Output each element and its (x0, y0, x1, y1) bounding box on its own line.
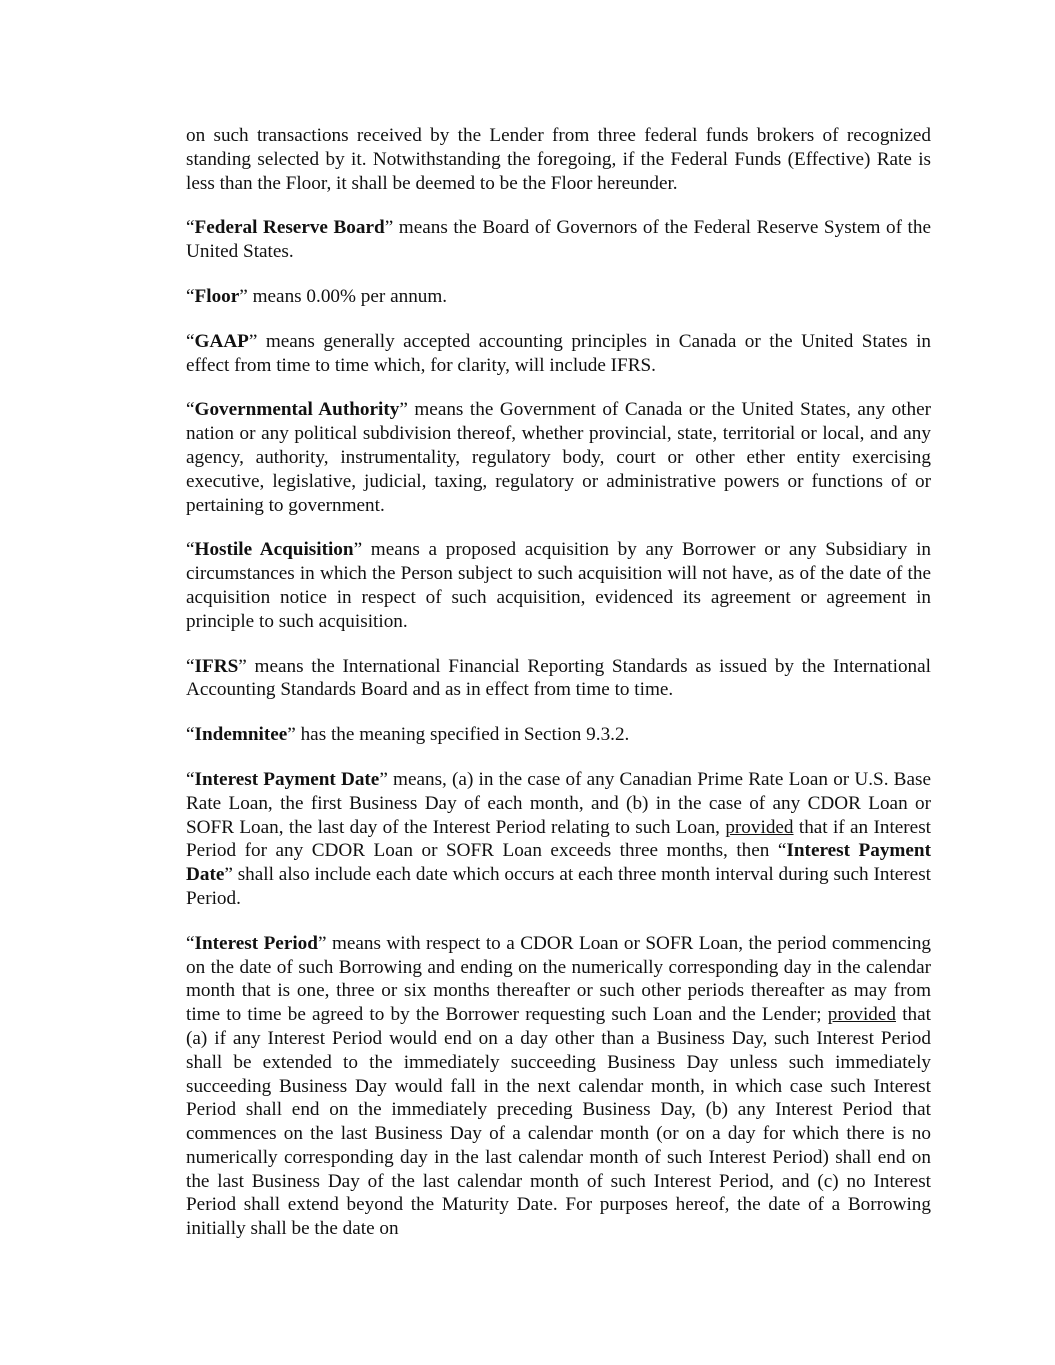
underlined-word: provided (827, 1004, 897, 1026)
defined-term: Interest Period (194, 932, 318, 954)
defined-term: GAAP (194, 330, 249, 352)
text-run: “ (186, 655, 195, 677)
paragraph-ifrs (186, 655, 931, 703)
text-run: “ (186, 724, 195, 746)
defined-term: Hostile Acquisition (194, 539, 354, 561)
paragraph-gaap (186, 330, 931, 378)
text-run: “ (186, 399, 195, 421)
paragraph-indemnitee (186, 723, 931, 747)
text-run: “ (186, 768, 195, 790)
defined-term: Governmental Authority (194, 399, 400, 421)
text-run: ” means with respect to a CDOR Loan or SOFR Loan, the period commencing on the date of such Borrowing and ending on the numerically corresponding day in the calendar month that is one, three or six months thereafter or such other periods thereafter as may from time to time be agreed to by the Borrower requesting such Loan and the Lender; (186, 932, 932, 1026)
text-run: that if an Interest Period for any CDOR Loan or SOFR Loan exceeds three months, then “ (186, 816, 931, 862)
paragraph-fed-funds-continued (186, 124, 931, 195)
text-run: ” means the Government of Canada or the United States, any other nation or any political subdivision thereof, whether provincial, state, territorial or local, and any agency, authority, instrumentality, regulatory body, court or other ether entity exercising executive, legislative, judicial, taxing, regulatory or administrative powers or functions of or pertaining to government. (186, 399, 931, 516)
defined-term: Federal Reserve Board (194, 217, 385, 239)
text-run: on such transactions received by the Lender from three federal funds brokers of recognized standing selected by it. Notwithstanding the foregoing, if the Federal Funds (Effective) Rate is less than the Floor, it shall be deemed to be the Floor hereunder. (186, 125, 931, 194)
text-run: ” means a proposed acquisition by any Borrower or any Subsidiary in circumstances in which the Person subject to such acquisition will not have, as of the date of the acquisition notice in respect of such acquisition, evidenced its agreement or agreement in principle to such acquisition. (186, 539, 931, 632)
defined-term: Floor (194, 285, 240, 307)
text-run: ” means generally accepted accounting principles in Canada or the United States in effect from time to time which, for clarity, will include IFRS. (186, 330, 931, 376)
text-run: “ (186, 330, 195, 352)
text-run: ” means the International Financial Reporting Standards as issued by the International Accounting Standards Board and as in effect from time to time. (186, 655, 931, 701)
text-run: “ (186, 217, 195, 239)
text-run: “ (186, 932, 195, 954)
text-run: ” means, (a) in the case of any Canadian Prime Rate Loan or U.S. Base Rate Loan, the first Business Day of each month, and (b) in the case of any CDOR Loan or SOFR Loan, the last day of the Interest Period relating to such Loan, (186, 768, 931, 838)
paragraph-hostile-acquisition (186, 538, 931, 633)
defined-term: Indemnitee (194, 724, 288, 746)
paragraph-governmental-authority (186, 398, 931, 517)
paragraph-interest-payment-date (186, 768, 931, 911)
defined-term: Interest Payment Date (186, 840, 931, 886)
paragraph-interest-period (186, 932, 931, 1241)
text-run: ” means 0.00% per annum. (239, 285, 448, 307)
paragraph-floor (186, 285, 931, 309)
text-run: ” has the meaning specified in Section 9.3.2. (287, 724, 630, 746)
underlined-word: provided (725, 816, 794, 838)
text-run: ” shall also include each date which occurs at each three month interval during such Interest Period. (186, 864, 931, 909)
defined-term: IFRS (194, 655, 239, 677)
document-page (186, 124, 931, 1241)
defined-term: Interest Payment Date (194, 768, 380, 790)
text-run: that (a) if any Interest Period would end on a day other than a Business Day, such Interest Period shall be extended to the immediately succeeding Business Day unless such immediately succeeding Business Day would fall in the next calendar month, in which case such Interest Period shall end on the immediately preceding Business Day, (b) any Interest Period that commences on the last Business Day of a calendar month (or on a day for which there is no numerically corresponding day in the last calendar month of such Interest Period) shall end on the last Business Day of the last calendar month of such Interest Period, and (c) no Interest Period shall extend beyond the Maturity Date. For purposes hereof, the date of a Borrowing initially shall be the date on (186, 1004, 931, 1240)
text-run: “ (186, 539, 195, 561)
text-run: “ (186, 285, 195, 307)
paragraph-federal-reserve-board (186, 216, 931, 264)
text-run: ” means the Board of Governors of the Federal Reserve System of the United States. (186, 217, 931, 263)
